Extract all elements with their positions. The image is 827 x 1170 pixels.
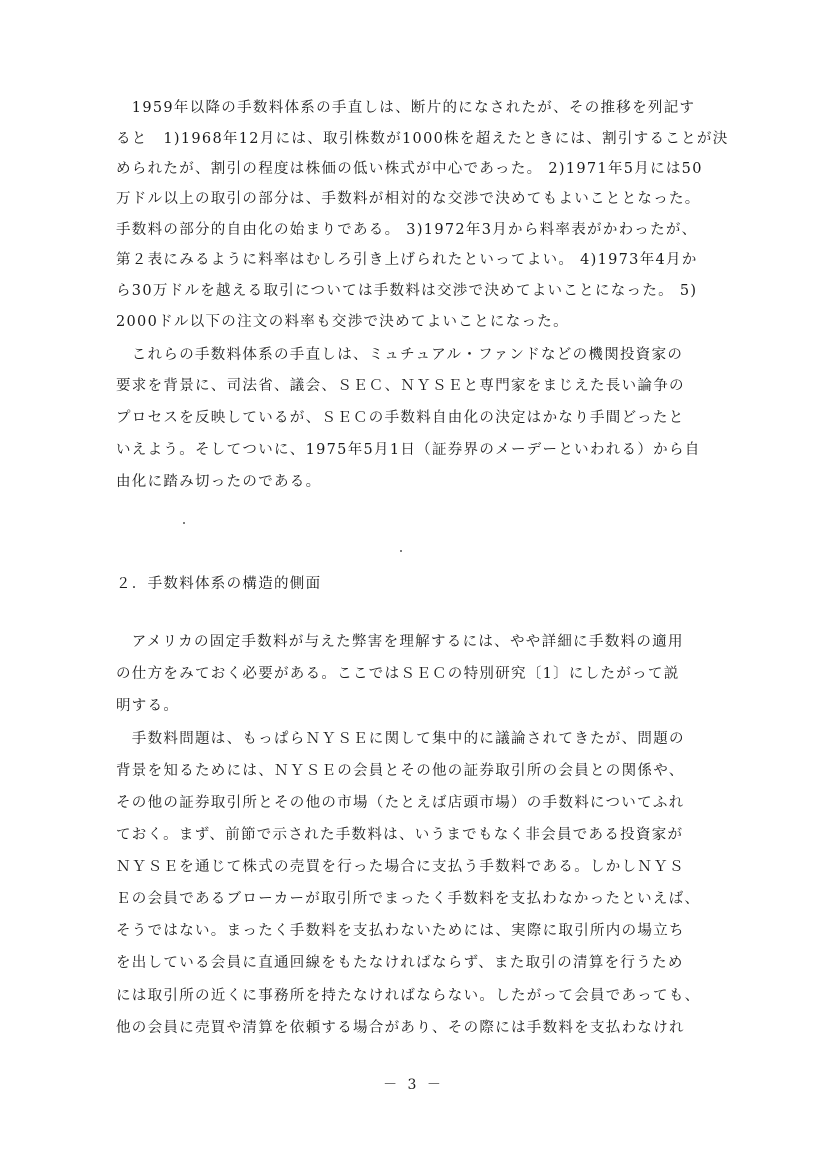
section-heading: ２．手数料体系の構造的側面 — [116, 576, 322, 592]
paragraph-line: ＮＹＳＥを通じて株式の売買を行った場合に支払う手数料である。しかしＮＹＳ — [116, 859, 685, 875]
paragraph-line: には取引所の近くに事務所を持たなければならない。したがって会員であっても、 — [116, 988, 701, 1004]
scan-speck — [400, 550, 402, 552]
paragraph-line: 手数料問題は、もっぱらＮＹＳＥに関して集中的に議論されてきたが、問題の — [116, 731, 685, 747]
paragraph-line: 背景を知るためには、ＮＹＳＥの会員とその他の証券取引所の会員との関係や、 — [116, 763, 685, 779]
paragraph-line: 他の会員に売買や清算を依頼する場合があり、その際には手数料を支払わなけれ — [116, 1020, 685, 1036]
paragraph-line: められたが、割引の程度は株価の低い株式が中心であった。 2)1971年5月には50 — [116, 161, 703, 177]
paragraph-line: これらの手数料体系の手直しは、ミュチュアル・ファンドなどの機関投資家の — [116, 347, 684, 363]
page-number: － 3 － — [383, 1077, 444, 1093]
scan-speck — [183, 522, 185, 524]
paragraph-line: いえよう。そしてついに、1975年5月1日（証券界のメーデーといわれる）から自 — [116, 442, 701, 458]
paragraph-line: そうではない。まったく手数料を支払わないためには、実際に取引所内の場立ち — [116, 923, 685, 939]
paragraph-line: ておく。まず、前節で示された手数料は、いうまでもなく非会員である投資家が — [116, 827, 684, 843]
paragraph-line: を出している会員に直通回線をもたなければならず、また取引の清算を行うため — [116, 955, 684, 971]
paragraph-line: 手数料の部分的自由化の始まりである。 3)1972年3月から料率表がかわったが、 — [116, 222, 698, 238]
paragraph-line: 要求を背景に、司法省、議会、ＳＥＣ、ＮＹＳＥと専門家をまじえた長い論争の — [116, 378, 685, 394]
paragraph-line: アメリカの固定手数料が与えた弊害を理解するには、やや詳細に手数料の適用 — [116, 634, 684, 650]
paragraph-line: ら30万ドルを越える取引については手数料は交渉で決めてよいことになった。 5) — [116, 283, 698, 299]
paragraph-line: 由化に踏み切ったのである。 — [116, 474, 322, 490]
paragraph-line: その他の証券取引所とその他の市場（たとえば店頭市場）の手数料についてふれ — [116, 795, 685, 811]
paragraph-line: プロセスを反映しているが、ＳＥＣの手数料自由化の決定はかなり手間どったと — [116, 410, 685, 426]
paragraph-line: 明する。 — [116, 698, 180, 714]
paragraph-line: 1959年以降の手数料体系の手直しは、断片的になされたが、その推移を列記す — [116, 100, 696, 116]
paragraph-line: 万ドル以上の取引の部分は、手数料が相対的な交渉で決めてもよいこととなった。 — [116, 191, 701, 207]
paragraph-line: ると 1)1968年12月には、取引株数が1000株を超えたときには、割引することが決 — [116, 131, 729, 147]
paragraph-line: 2000ドル以下の注文の料率も交渉で決めてよいことになった。 — [116, 314, 569, 330]
paragraph-line: の仕方をみておく必要がある。ここではＳＥＣの特別研究〔1〕にしたがって説 — [116, 666, 680, 682]
paragraph-line: 第２表にみるように料率はむしろ引き上げられたといってよい。 4)1973年4月か — [116, 252, 698, 268]
paragraph-line: Ｅの会員であるブローカーが取引所でまったく手数料を支払わなかったといえば、 — [116, 891, 701, 907]
